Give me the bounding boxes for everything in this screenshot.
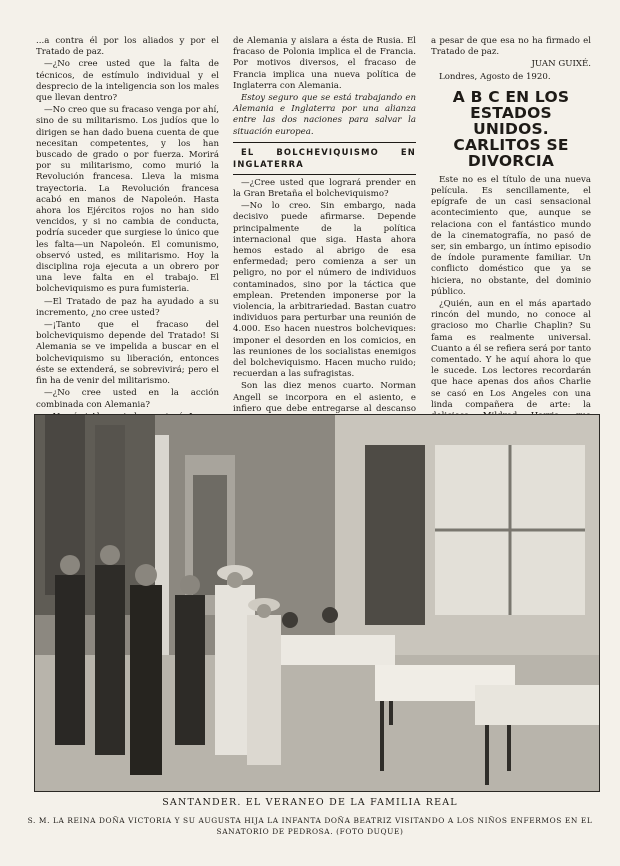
subhead-rule <box>233 142 416 143</box>
photo-caption-subtitle: S. M. LA REINA DOÑA VICTORIA Y SU AUGUSTA HIJA LA INFANTA DOÑA BEATRIZ VISITANDO A LOS NIÑOS ENFERMOS EN EL SANATORIO DE PEDROSA. (FOTO DUQUE) <box>27 816 593 836</box>
article-paragraph: ¿Quién, aun en el más apartado rincón del mundo, no conoce al gracioso mo Charlie Chaplin? Su fama es realmente universal. Cuanto a él se refiera será por tanto comentado. Y he aquí ahora lo que le sucede. Los lectores recordarán que hace apenas dos años Charlie se casó en Los Angeles con una linda compañera de arte: la <box>431 299 591 410</box>
author-signature: JUAN GUIXÉ. <box>531 59 591 70</box>
subhead-rule <box>233 174 416 175</box>
photo-caption-title: SANTANDER. EL VERANEO DE LA FAMILIA REAL <box>162 797 458 808</box>
article-paragraph: —¿No cree usted que la falta de técnicos, de estímulo individual y el desprecio de la inteligencia son los males que llevan dentro? <box>36 59 219 104</box>
article-paragraph: —¿Cree usted que logrará prender en la Gran Bretaña el bolcheviquismo? <box>233 177 416 200</box>
article-paragraph: ...a contra él por los aliados y por el Tratado de paz. <box>36 36 219 58</box>
section-subheading: EL BOLCHEVIQUISMO EN INGLATERRA <box>233 146 416 169</box>
article-column-right <box>431 36 591 410</box>
article-column-left <box>36 36 219 410</box>
article-paragraph: —No creo que su fracaso venga por ahí, sino de su militarismo. Los judíos que lo dirigen se han dado buena cuenta de que necesitan competentes, y los han buscado de grado o por fuerza. Morirá por su militarismo, como murió la Revolución francesa. Lleva la misma trayectoria. La Revolución francesa acabó en manos de Napoleón. Hasta ahora los Ejércitos rojos no han sido vencidos, y si no cambia de conducta, podría suceder que surgiese lo único que les falta—un Napoleón. El comunismo, observó usted, es militarismo. Hoy la disciplina roja ejecuta a un obrero por una leve falta en el trabajo. El bolcheviquismo es pura fumisteria. <box>36 105 219 295</box>
article-paragraph: —El Tratado de paz ha ayudado a su incremento, ¿no cree usted? <box>36 296 219 318</box>
article-paragraph: de Alemania y aislara a ésta de Rusia. El fracaso de Polonia implica el de Francia. Por motivos diversos, el fracaso de Francia implica una nueva política de Inglaterra con Alemania. <box>233 36 416 91</box>
article-paragraph: Son las diez menos cuarto. Norman Angell se incorpora en el asiento, e infiero que debe entregarse al descanso <box>233 381 416 414</box>
dateline: Londres, Agosto de 1920. <box>439 71 551 82</box>
article-paragraph: a pesar de que esa no ha firmado el Tratado de paz. <box>431 36 591 58</box>
royal-family-photo <box>34 414 600 792</box>
article-headline: A B C EN LOS ESTADOS UNIDOS. CARLITOS SE DIVORCIA <box>452 87 570 170</box>
article-paragraph: —¿No cree usted en la acción combinada con Alemania? <box>36 388 219 410</box>
italic-sentence: Estoy seguro que se está trabajando en Alemania e Inglaterra por una alianza entre las dos naciones para salvar la situación europea. <box>233 93 416 137</box>
article-paragraph: —¡Tanto que el fracaso del bolcheviquismo depende del Tratado! Si Alemania se ve impelida a buscar en el bolcheviquismo su liberación, entonces éste se extenderá, se sobrevivirá; pero el fin ha de venir del militarismo. <box>36 320 219 387</box>
article-paragraph: Este no es el título de una nueva película. Es sencillamente, el epígrafe de un casi sensacional acontecimiento que, aunque se relaciona con el fantástico mundo de la cinematografía, no pasó de ser, sin embargo, un íntimo episodio de índole puramente familiar. Un conflicto doméstico que ya se hiciera, no obstante, del dominio público. <box>431 174 591 297</box>
article-column-middle <box>233 36 416 414</box>
article-paragraph: —No lo creo. Sin embargo, nada decisivo puede afirmarse. Depende principalmente de la política internacional que siga. Hasta ahora hemos estado al abrigo de esa enfermedad; pero comienza a ser un peligro, no por el número de individuos contaminados, sino por la táctica que emplean. Pretenden imponerse por la violencia, la arbitrariedad. Bastan cuatro individuos para perturbar una reunión de 4.000. Eso hacen nuestros bolcheviques: imponer el desorden en los comicios, en las reuniones de los socialistas enemigos del bolcheviquismo. Hacen mucho ruido; recuerdan a las sufragistas. <box>233 201 416 380</box>
